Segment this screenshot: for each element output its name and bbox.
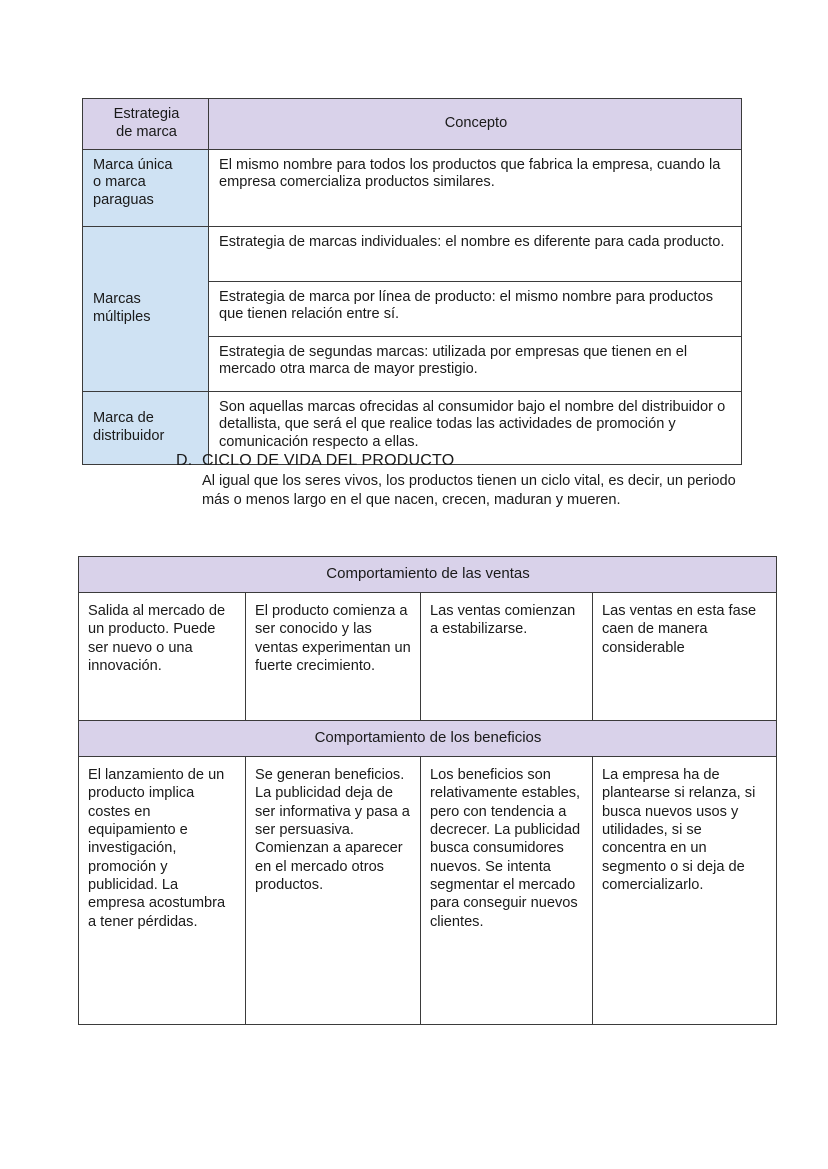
row-label-marcas-multiples [83,226,209,391]
header-strategy-line2: de marca [116,123,177,140]
concept-cell-marca-linea: Estrategia de marca por línea de producto: el mismo nombre para productos que tienen relación entre sí. [209,281,742,336]
section-d-title: CICLO DE VIDA DEL PRODUCTO [202,452,455,469]
benefits-cell-declive: La empresa ha de plantearse si relanza, si busca nuevos usos y utilidades, si se concentra en un segmento o si deja de comercializarlo. [593,756,777,1024]
product-lifecycle-table [78,556,777,1025]
row-label-line2: distribuidor [93,427,165,444]
sales-cell-madurez: Las ventas comienzan a estabilizarse. [421,592,593,720]
section-d-title-row [176,452,756,470]
sales-cell-declive: Las ventas en esta fase caen de manera considerable [593,592,777,720]
row-label-line1: Marca única [93,156,173,173]
row-label-line1: Marcas [93,290,141,307]
concept-cell-marca-distribuidor: Son aquellas marcas ofrecidas al consumidor bajo el nombre del distribuidor o detallista, que será el que realice todas las actividades de promoción y comunicación respecto a ellas. [209,391,742,464]
benefits-cell-introduccion: El lanzamiento de un producto implica costes en equipamiento e investigación, promoción y publicidad. La empresa acostumbra a tener pérdidas. [79,756,246,1024]
table-row [83,149,742,226]
section-d-body: Al igual que los seres vivos, los productos tienen un ciclo vital, es decir, un periodo más o menos largo en el que nacen, crecen, maduran y mueren. [202,473,736,509]
concept-cell-marcas-individuales: Estrategia de marcas individuales: el nombre es diferente para cada producto. [209,226,742,281]
row-label-line2: o marca [93,174,146,191]
header-cell-concept: Concepto [209,99,742,150]
header-strategy-line1: Estrategia [113,106,180,122]
header-cell-strategy [83,99,209,150]
concept-cell-segundas-marcas: Estrategia de segundas marcas: utilizada por empresas que tienen en el mercado otra marca de mayor prestigio. [209,336,742,391]
sales-cell-introduccion: Salida al mercado de un producto. Puede ser nuevo o una innovación. [79,592,246,720]
section-d-letter: D. [176,452,193,469]
sales-band-row [79,557,777,593]
row-label-line3: paraguas [93,192,154,209]
sales-cell-crecimiento: El producto comienza a ser conocido y las ventas experimentan un fuerte crecimiento. [246,592,421,720]
section-d-ciclo-de-vida [176,452,756,511]
benefits-cell-crecimiento: Se generan beneficios. La publicidad deja de ser informativa y pasa a ser persuasiva. Comienzan a aparecer en el mercado otros productos. [246,756,421,1024]
row-label-line1: Marca de [93,409,154,426]
row-label-marca-unica [83,149,209,226]
benefits-cell-madurez: Los beneficios son relativamente estables, pero con tendencia a decrecer. La publicidad busca consumidores nuevos. Se intenta segmentar el mercado para conseguir nuevos clientes. [421,756,593,1024]
row-label-line2: múltiples [93,308,151,325]
benefits-cells-row [79,756,777,1024]
table-row [83,226,742,281]
band-header-ventas: Comportamiento de las ventas [79,557,777,593]
sales-cells-row [79,592,777,720]
band-header-beneficios: Comportamiento de los beneficios [79,720,777,756]
brand-strategy-table [82,98,742,465]
concept-cell-marca-unica: El mismo nombre para todos los productos que fabrica la empresa, cuando la empresa comercializa productos similares. [209,149,742,226]
table-header-row [83,99,742,150]
benefits-band-row [79,720,777,756]
